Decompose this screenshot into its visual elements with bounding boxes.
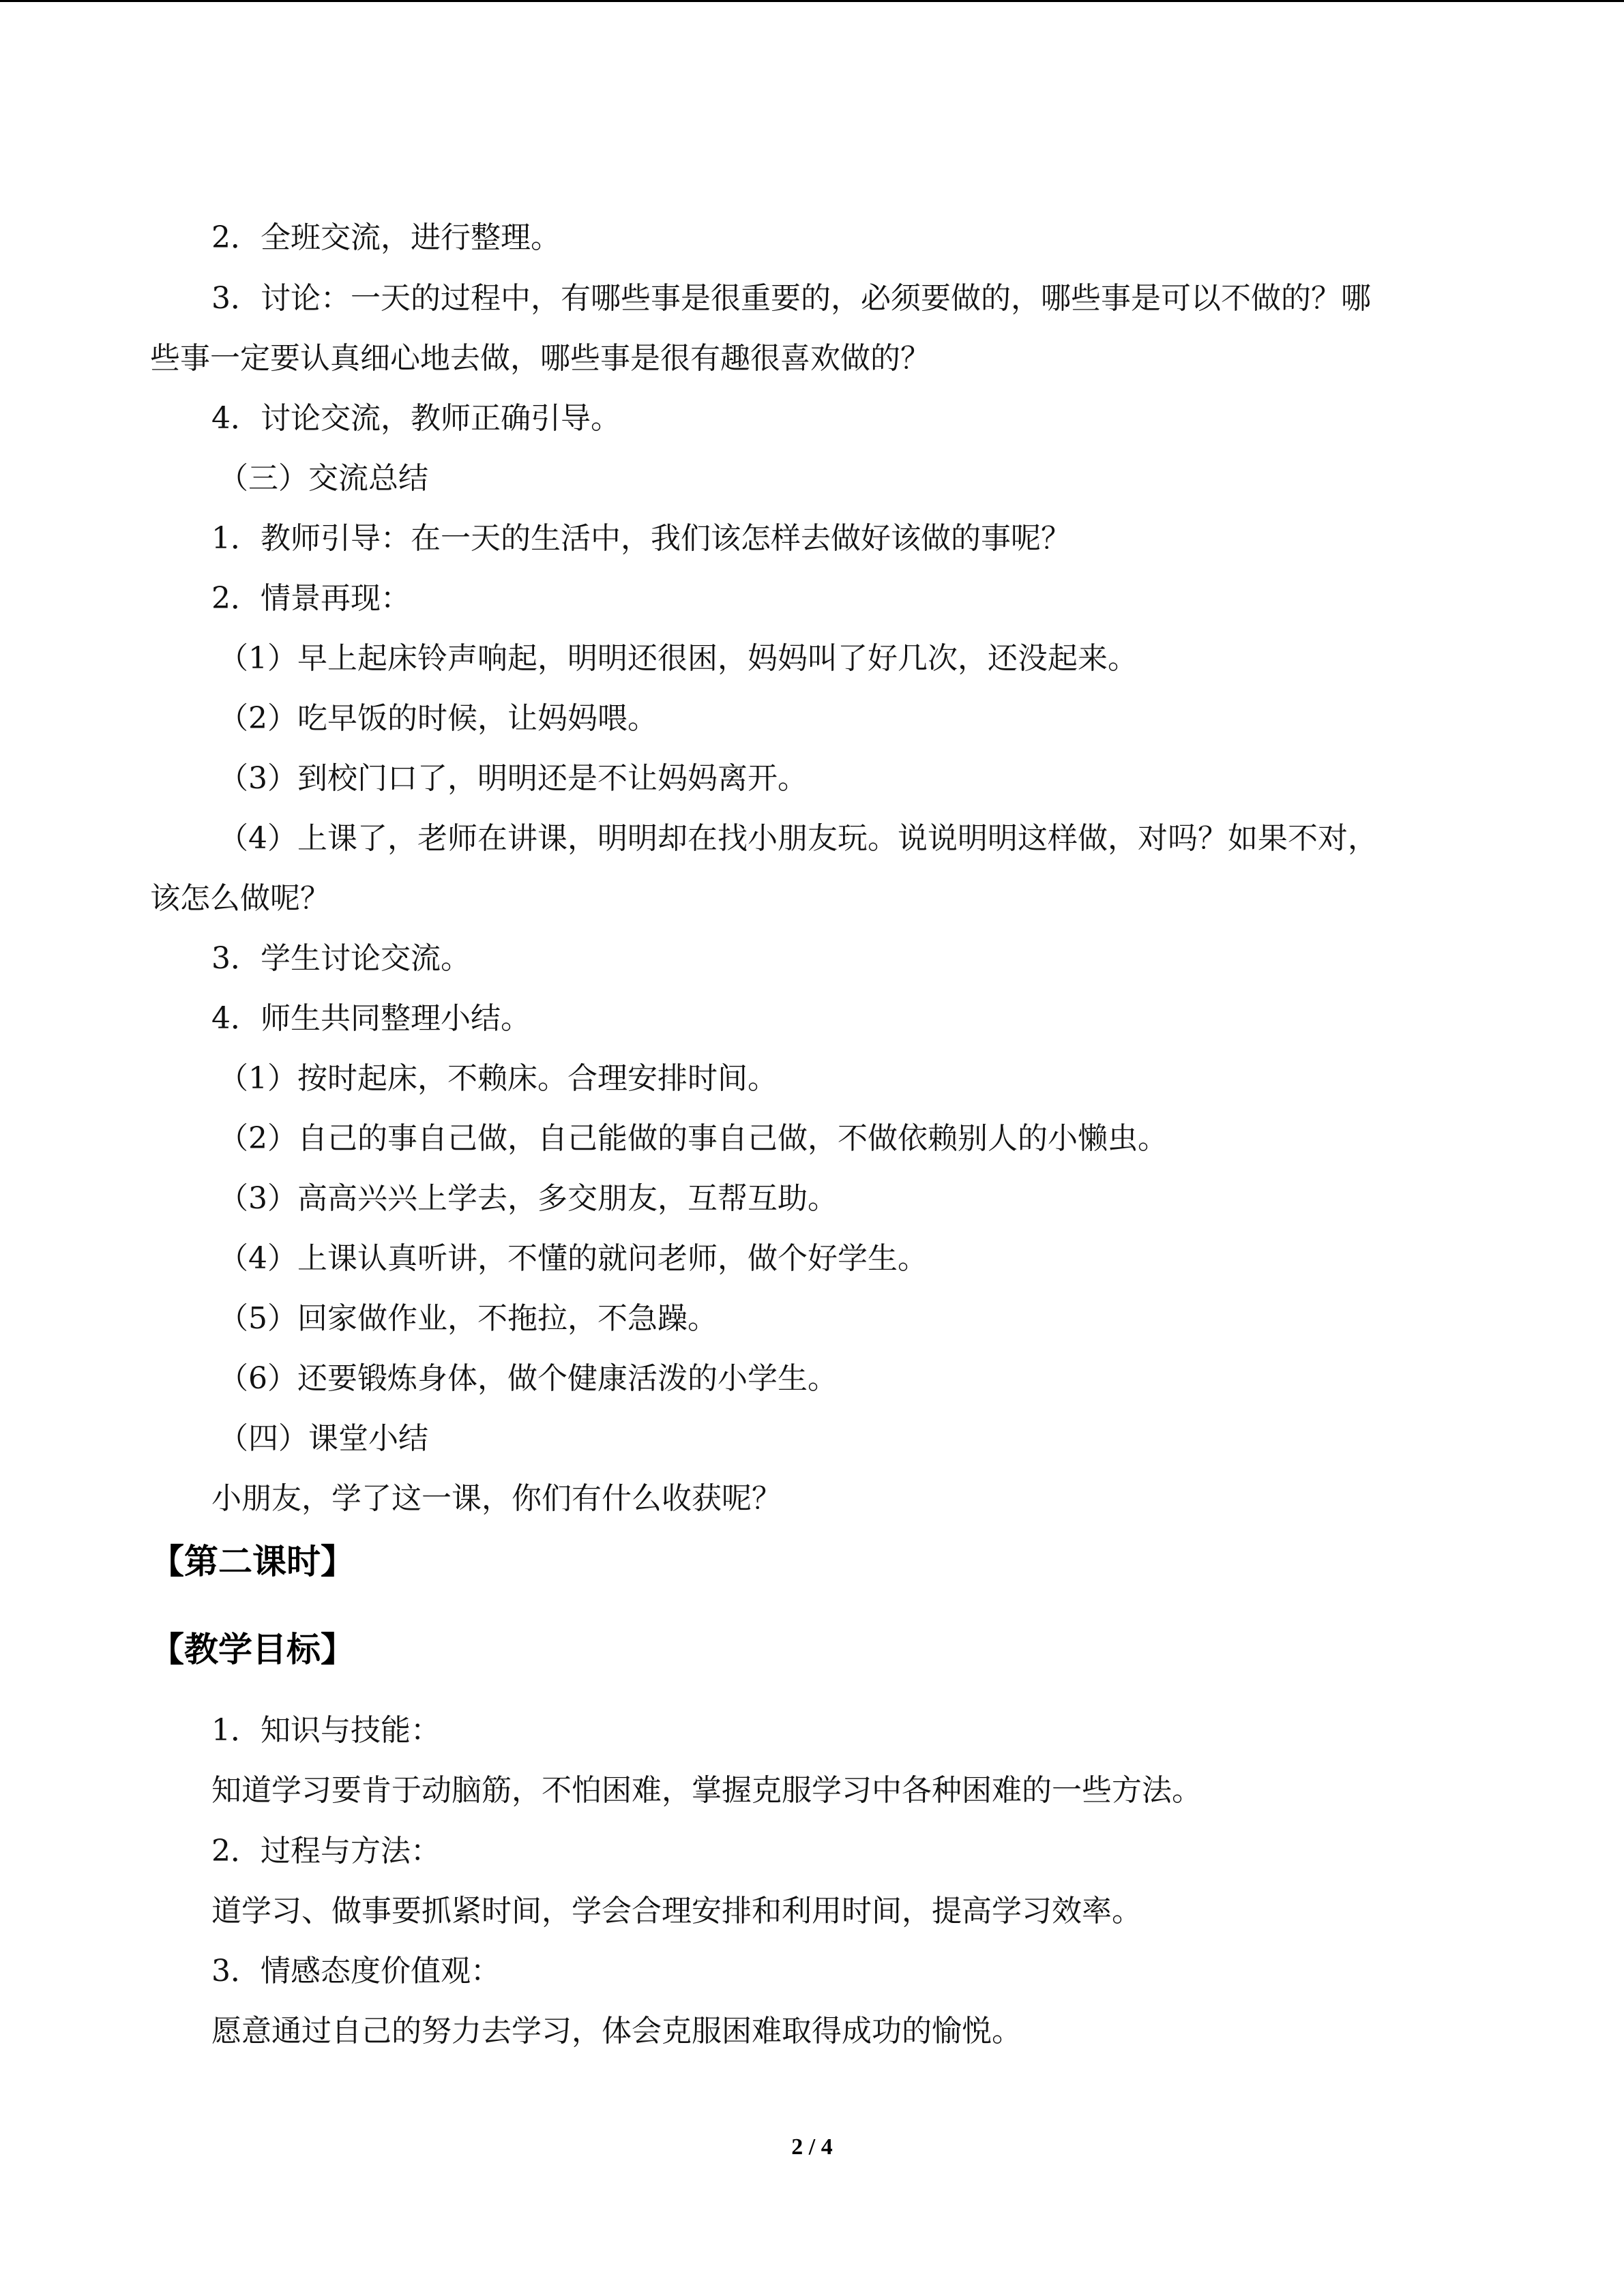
paragraph-line: 3．学生讨论交流。 [211, 941, 471, 976]
paragraph-line: 1．教师引导：在一天的生活中，我们该怎样去做好该做的事呢？ [211, 521, 1071, 556]
list-item: （6）还要锻炼身体，做个健康活泼的小学生。 [218, 1361, 838, 1396]
goal-title: 2．过程与方法： [211, 1834, 441, 1868]
list-item: （1）按时起床，不赖床。合理安排时间。 [218, 1061, 778, 1096]
goal-text: 知道学习要肯于动脑筋，不怕困难，掌握克服学习中各种困难的一些方法。 [211, 1773, 1202, 1808]
goals-heading: 【教学目标】 [150, 1630, 355, 1669]
goal-text: 道学习、做事要抓紧时间，学会合理安排和利用时间，提高学习效率。 [211, 1894, 1142, 1928]
paragraph-line: 2．全班交流，进行整理。 [211, 220, 561, 255]
section-subheading: （四）课堂小结 [218, 1421, 428, 1456]
paragraph-line: 些事一定要认真细心地去做，哪些事是很有趣很喜欢做的？ [150, 341, 930, 376]
section-subheading: （三）交流总结 [218, 461, 428, 496]
paragraph-line: 2．情景再现： [211, 581, 411, 616]
paragraph-line: 该怎么做呢？ [150, 881, 330, 916]
list-item: （3）高高兴兴上学去，多交朋友，互帮互助。 [218, 1181, 838, 1216]
paragraph-line: 4．讨论交流，教师正确引导。 [211, 401, 621, 436]
list-item: （4）上课了，老师在讲课，明明却在找小朋友玩。说说明明这样做，对吗？如果不对， [218, 821, 1378, 856]
lesson-heading: 【第二课时】 [150, 1542, 355, 1581]
goal-title: 3．情感态度价值观： [211, 1954, 501, 1988]
list-item: （2）自己的事自己做，自己能做的事自己做，不做依赖别人的小懒虫。 [218, 1121, 1168, 1156]
list-item: （2）吃早饭的时候，让妈妈喂。 [218, 701, 658, 736]
list-item: （5）回家做作业，不拖拉，不急躁。 [218, 1301, 718, 1336]
goal-title: 1．知识与技能： [211, 1713, 441, 1748]
list-item: （1）早上起床铃声响起，明明还很困，妈妈叫了好几次，还没起来。 [218, 641, 1138, 676]
list-item: （3）到校门口了，明明还是不让妈妈离开。 [218, 761, 808, 796]
page-number: 2 / 4 [791, 2134, 833, 2160]
goal-text: 愿意通过自己的努力去学习，体会克服困难取得成功的愉悦。 [211, 2014, 1022, 2048]
list-item: （4）上课认真听讲，不懂的就问老师，做个好学生。 [218, 1241, 928, 1276]
paragraph-line: 小朋友，学了这一课，你们有什么收获呢？ [211, 1481, 782, 1516]
paragraph-line: 4．师生共同整理小结。 [211, 1001, 531, 1036]
paragraph-line: 3．讨论：一天的过程中，有哪些事是很重要的，必须要做的，哪些事是可以不做的？哪 [211, 281, 1371, 316]
